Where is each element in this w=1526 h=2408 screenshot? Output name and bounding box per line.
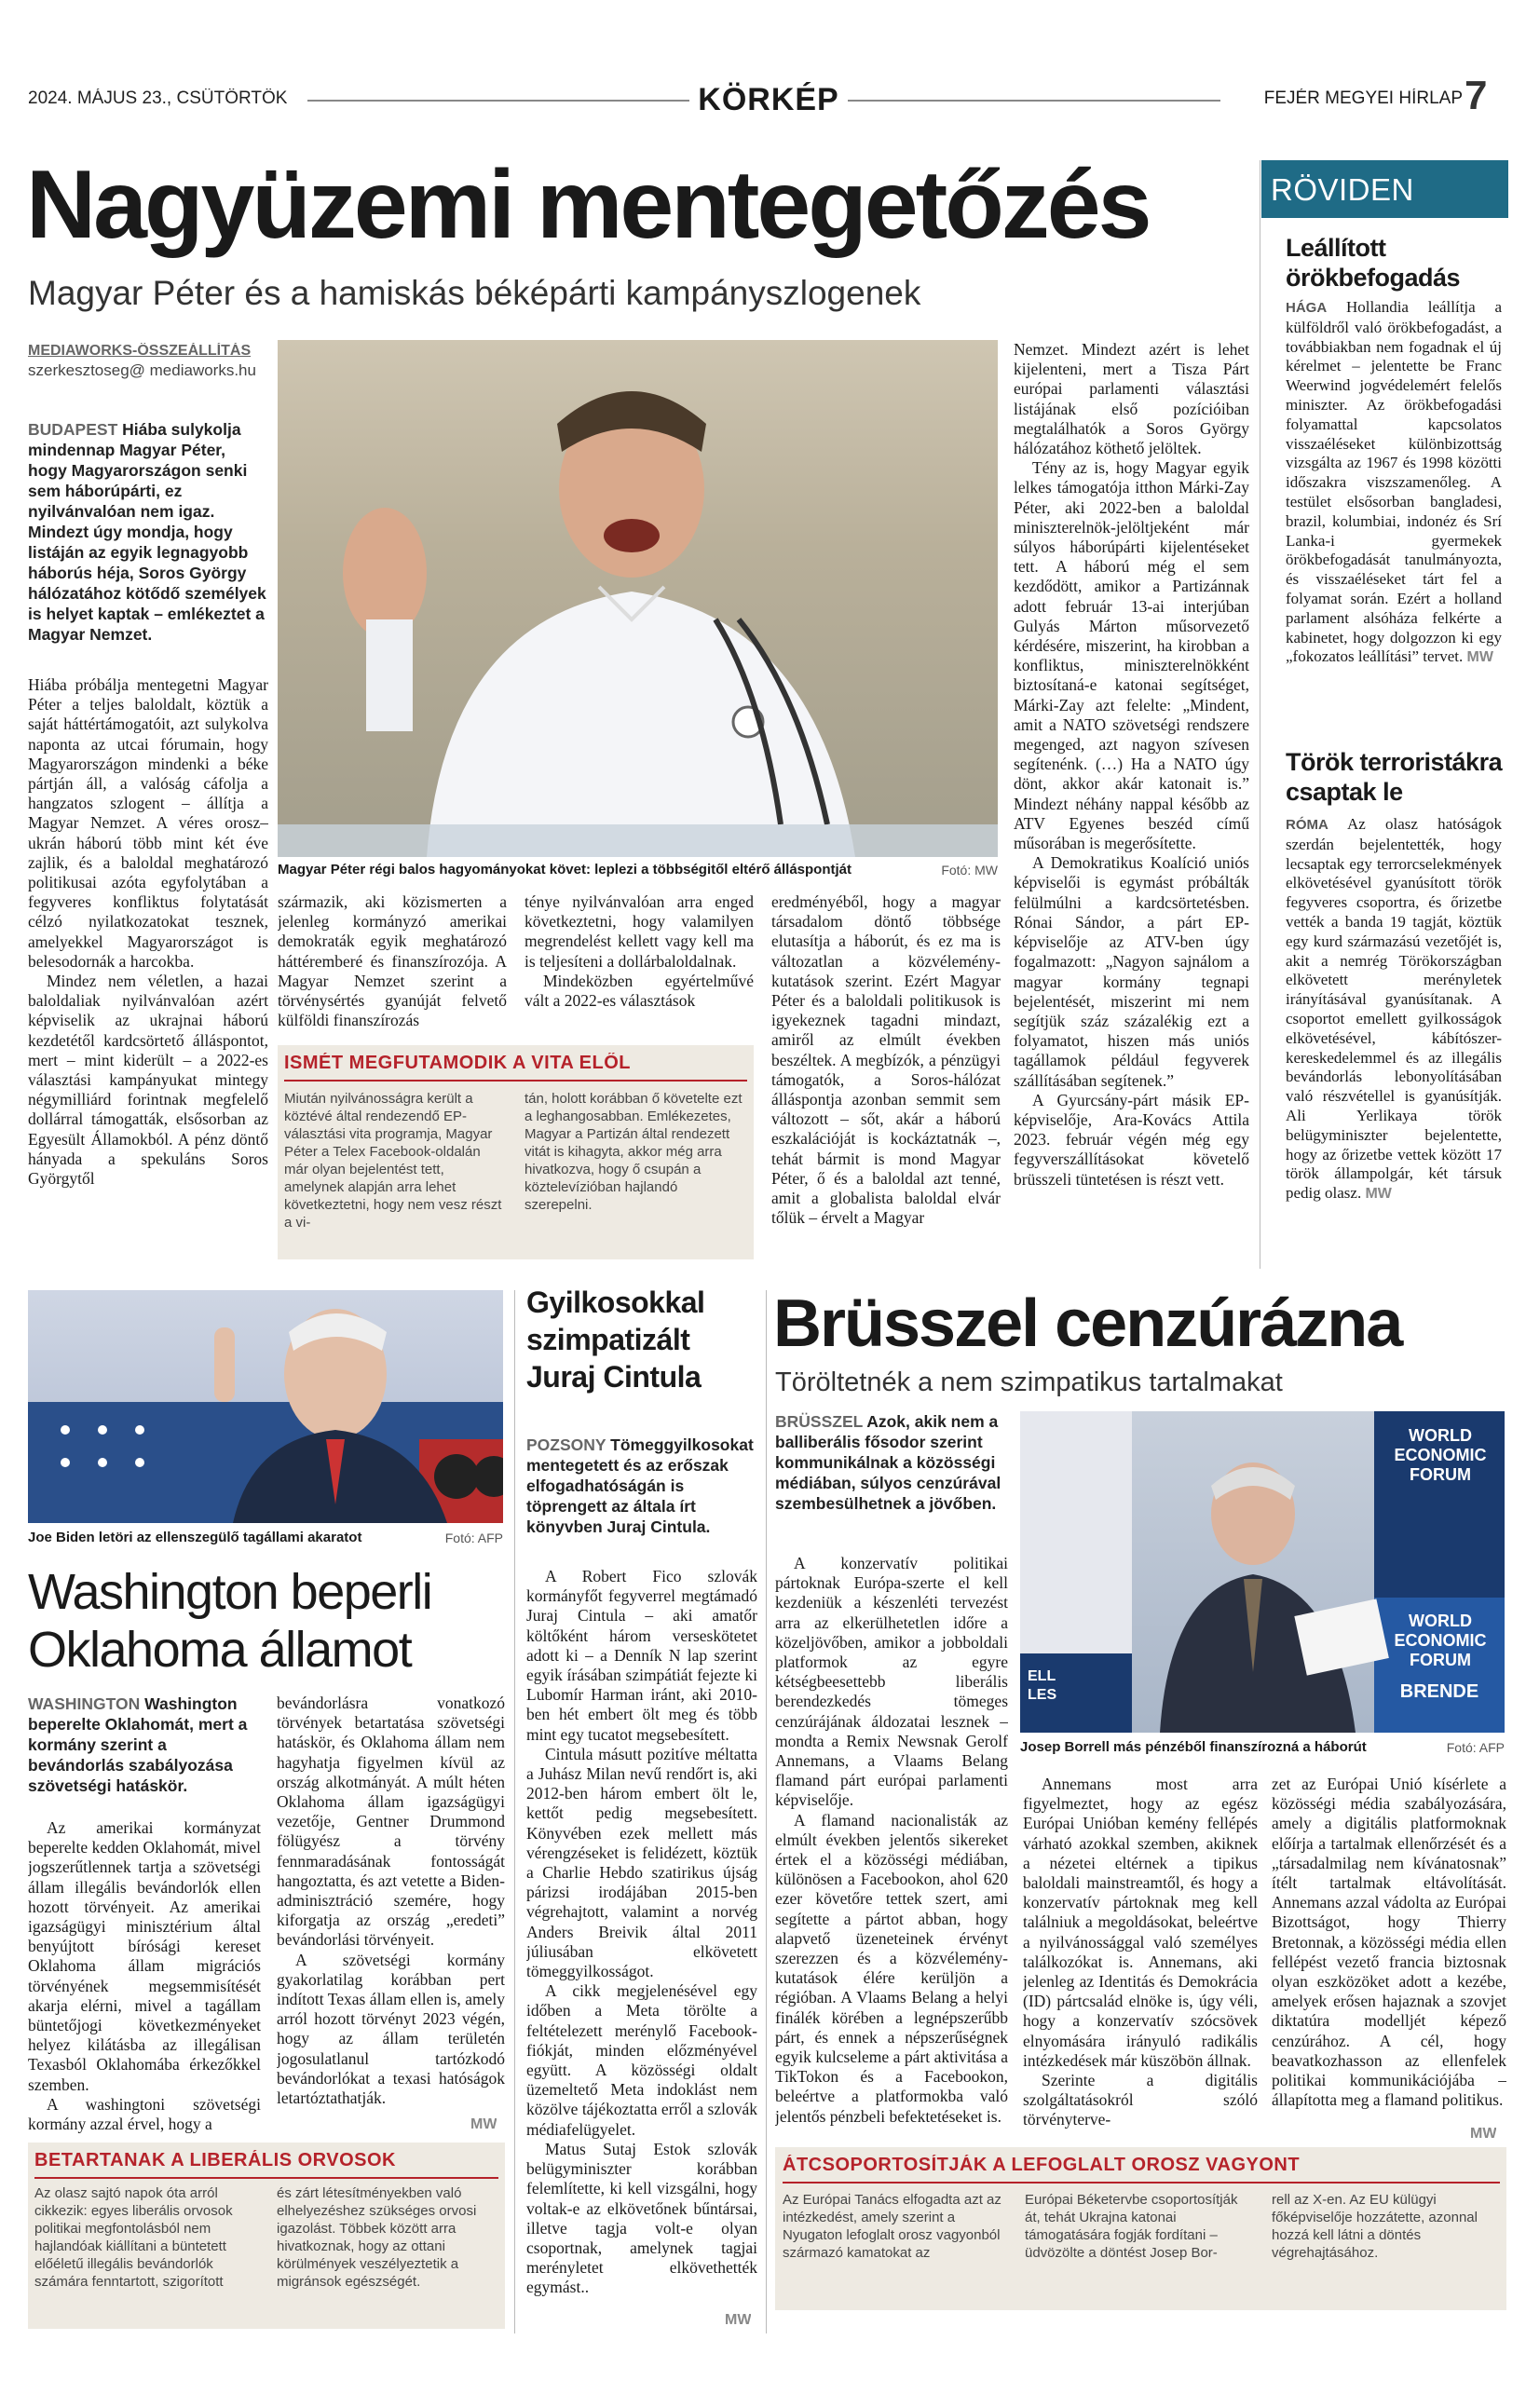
wash-box-title: BETARTANAK A LIBERÁLIS ORVOSOK [34, 2150, 396, 2170]
cintula-lead-city: POZSONY [526, 1435, 606, 1454]
cintula-mw: MW [725, 2312, 752, 2328]
main-photo-caption: Magyar Péter régi balos hagyományokat követ: leplezi a többségitől eltérő álláspontját [278, 862, 852, 877]
main-subheadline: Magyar Péter és a hamiskás béképárti kampányszlogenek [28, 274, 921, 312]
brussels-box-rule [783, 2182, 1500, 2184]
biden-figure-icon [28, 1290, 503, 1523]
header-date: 2024. MÁJUS 23., CSÜTÖRTÖK [28, 88, 288, 108]
borrell-photo [1020, 1411, 1505, 1733]
main-col1-p2: Mindez nem véletlen, a hazai baloldaliak nyilvánvalóan azért képviselik az ukrajnai háború kezdetétől kardcsörtető álláspontot, mert – mint kiderült – a 2022-es választási kampányukat mintegy négymilliárd forintnak megfelelő dollárral támogatták, elsősorban az Egyesült Államokból. A pénz döntő hányada a spekuláns Soros Györgytől [28, 972, 268, 1189]
wef-sign-top: WORLD ECONOMIC FORUM [1394, 1426, 1487, 1484]
brussels-box-col1: Az Európai Tanács elfogadta azt az intézkedést, amely szerint a Nyugaton lefoglalt orosz vagyonból származó kamatokat az [783, 2192, 1001, 2261]
borrell-photo-credit: Fotó: AFP [1446, 1740, 1505, 1755]
biden-photo-credit: Fotó: AFP [444, 1531, 503, 1545]
main-col3-p1: ténye nyilvánvalóan arra enged következtetni, hogy valamilyen megrendelést kellett vagy kell ma is teljesíteni a dollárbaloldalnak. [525, 892, 754, 971]
rovid-a1-city: HÁGA [1286, 300, 1328, 316]
brussels-headline: Brüsszel cenzúrázna [773, 1286, 1402, 1361]
cintula-lead-text: Tömeggyilkosokat mentegetett és az erőszak elfogadhatóságán is töprengett az általa írt könyvben Juraj Cintula. [526, 1435, 754, 1536]
brussels-col1-p2: A flamand nacionalisták az elmúlt években jelentős sikereket értek el a közösségi médiában, különösen a Facebookon, ahol 620 ezer követőre tettek szert, ami segítette a pártot abban, hogy alapvető üzeneteinek érvényt szerezzen és a közvélemény-kutatások élére kerüljön a régióban. A Vlaams Belang a helyi finálék körében a legnépszerűbb párt, és ennek a népszerűségnek egyik kulcseleme a párt aktivitása a TikTokon és a Facebookon, beleértve a platformokba való jelentős pénzbeli befektetéseket is. [775, 1810, 1008, 2126]
cintula-body [526, 1567, 757, 2323]
header-paper-name: FEJÉR MEGYEI HÍRLAP [1263, 88, 1463, 108]
main-lead [28, 419, 268, 661]
brussels-col1 [775, 1554, 1008, 2143]
wash-col2-p2: A szövetségi kormány gyakorlatilag korábban pert indított Texas állam ellen is, amely arról hozott törvényt 2023 végén, hogy az állam területén jogosulatlanul tartózkodó bevándorlókat a texasi hatóságok letartóztathatják. [277, 1950, 505, 2108]
biden-photo-caption: Joe Biden letöri az ellenszegülő tagállami akaratot [28, 1530, 362, 1545]
brussels-col3 [1272, 1775, 1506, 2143]
wash-box-rule [34, 2177, 498, 2179]
main-col5-p1: Nemzet. Mindezt azért is lehet kijelenteni, mert a Tisza Párt európai parlamenti választási listájának első pozícióiban megtalálhatók a Soros György hálózatához köthető jelöltek. [1014, 340, 1249, 458]
main-box-col2: tán, holott korábban ő követelte ezt a leghangosabban. Emlékezetes, Magyar a Partizán által rendezett vitát is kihagyta, akkor még arra hivatkozva, hogy ő csupán a köztelevízióban hajlandó szerepelni. [525, 1091, 743, 1213]
wash-lead-text: Washington beperelte Oklahomát, mert a kormány szerint a bevándorlás szabályozása szövetségi hatáskör. [28, 1694, 248, 1795]
cintula-lead [526, 1435, 757, 1556]
main-col5-p3: A Demokratikus Koalíció uniós képviselői is egymást próbálták felülmúlni a kardcsörtetésben. Rónai Sándor, a párt EP-képviselője az ATV-ben úgy fogalmazott: „Nagyon sajnálom a magyar kormány tegnapi bejelentését, miszerint mi nem segítjük száz százalékig ezt a folyamatot, hiszen más uniós tagállamok például fegyverek szállításában segítenek.” [1014, 853, 1249, 1090]
main-col2: származik, aki közismerten a jelenleg kormányzó amerikai demokraták egyik meghatározó háttéremberé és finanszírozója. A Magyar Nemzet szerint a törvénysértés gyanúját felvető külföldi finanszírozás [278, 892, 507, 1030]
wash-col1 [28, 1818, 261, 2140]
main-col3-p2: Mindeközben egyértelművé vált a 2022-es választások [525, 971, 754, 1011]
brussels-lead-text: Azok, akik nem a balliberális fősodor szerint kommunikálnak a közösségi médiában, súlyos cenzúrával szembesülhetnek a jövőben. [775, 1412, 1001, 1513]
wash-col1-p2: A washingtoni szövetségi kormány azzal érvel, hogy a [28, 2094, 261, 2134]
main-lead-city: BUDAPEST [28, 420, 118, 439]
brussels-box-col2: Európai Béketervbe csoportosítják át, tehát Ukrajna katonai támogatására fogják fordítani – üdvözölte a döntést Josep Bor- [1025, 2192, 1238, 2261]
wash-mw: MW [470, 2116, 497, 2132]
main-col5 [1014, 340, 1249, 1262]
rovid-a2-mw: MW [1365, 1186, 1392, 1203]
rovid-a1-text: Hollandia leállítja a külföldről való örökbefogadást, a továbbiakban nem fogadnak el új kérelmet – jelentette be Franc Weerwind jogvédelemért felelős miniszter. Az örökbefogadási folyamattal kapcsolatos visszaéléseket különbizottság vizsgálta az 1967 és 1998 közötti időszakra viszszamenőleg. A testület elsősorban bangladesi, brazil, kolumbiai, indonéz és Srí Lanka-i gyermekek örökbefogadását tanulmányozta, és visszaéléseket tárt fel a folyamat során. Ezért a holland parlament alsóháza felkérte a kabinetet, hogy dolgozzon ki egy „fokozatos leállítási” tervet. [1286, 298, 1502, 666]
brussels-subheadline: Töröltetnék a nem szimpatikus tartalmakat [775, 1367, 1283, 1397]
wash-box-col2: és zárt létesítményekben való elhelyezéshez szükséges orvosi igazolást. Többek között arra hivatkoznak, hogy az ottani körülmények veszélyeztetik a migránsok egészségét. [277, 2185, 477, 2290]
rovid-a2-title: Török terroristákra csaptak le [1286, 748, 1503, 806]
header-page-number: 7 [1465, 73, 1488, 118]
main-col1-p1: Hiába próbálja mentegetni Magyar Péter a teljes baloldalt, köztük a saját háttértámogatóit, azt sulykolva naponta az utcai fórumain, hogy Magyarországon mindenki a béke pártján áll, a valóság cáfolja a hangzatos szlogent – állítja a Magyar Nemzet. A véres orosz–ukrán háború több mint két éve zajlik, és a baloldal meghatározó politikusai azóta egyfolytában a fegyveres konfliktus folytatását célzó nyilatkozatokat tesznek, amelyekkel Magyarországot is belesodornák a harcokba. [28, 675, 268, 971]
brussels-col2 [1023, 1775, 1258, 2143]
wash-col2-p1: bevándorlásra vonatkozó törvények betartatása szövetségi hatáskör, és Oklahoma állam nem hagyhatja figyelmen kívül az ország alkotmányát. A múlt héten Oklahoma állam igazságügyi vezetője, Gentner Drummond fölügyész a törvény fennmaradásának fontosságát hangoztatta, és azt vetette a Biden-adminisztráció szemére, hogy kiforgatja az ország „eredeti” bevándorlási törvényeit. [277, 1694, 505, 1950]
main-photo-credit: Fotó: MW [941, 863, 998, 877]
wash-col2 [277, 1694, 505, 2136]
brussels-lead [775, 1411, 1008, 1542]
main-headline: Nagyüzemi mentegetőzés [26, 151, 1150, 259]
biden-photo [28, 1290, 503, 1523]
main-box-rule [284, 1080, 747, 1082]
brussels-col3-p1: zet az Európai Unió kísérlete a közösségi média szabályozására, amely a digitális platformoknak előírja a tartalmak ellenőrzését és a „társadalmilag nem kívánatosnak” ítélt tartalmak eltávolítását. Annemans azzal vádolta az Európai Bizottságot, hogy Thierry Bretonnak, a közösségi média ellen fellépést vezető francia biztosnak olyan eszközöket adott a kezébe, amelyek erősen hajaznak a szovjet diktatúra modelljét képező cenzúrához. A cél, hogy beavatkozhasson az ellenfelek politikai kommunikációjába – állapította meg a flamand politikus. [1272, 1775, 1506, 2110]
brussels-lead-city: BRÜSSZEL [775, 1412, 863, 1431]
cintula-p1: A Robert Fico szlovák kormányfőt fegyverrel megtámadó Juraj Cintula – aki amatőr költőként három verseskötetet adott ki – a Denník N lap szerint egyik írásában szimpátiát fejezte ki Lubomír Harman iránt, aki 2010-ben hét embert ölt meg és több mint egy tucatot megsebesített. [526, 1567, 757, 1744]
main-col5-p2: Tény az is, hogy Magyar egyik lelkes támogatója itthon Márki-Zay Péter, aki 2022-ben a baloldal miniszterelnök-jelöltjeként már súlyos háborúpárti kijelentéseket tett. A háború még el sem kezdődött, amikor a Partizánnak adott február 13-ai interjúban Gulyás Márton műsorvezető kérdésére, miszerint, ha kirobban a konfliktus, miniszterelnökként biztosítaná-e katonai segítséget, Márki-Zay azt felelte: „Mindent, amit a NATO szövetségi rendszere megenged, azt nagyon szívesen segítenénk. (…) Ha a NATO úgy dönt, akkor akár katonait is.” Mindezt néhány nappal később az ATV Egyenes beszéd című műsorában is megerősítette. [1014, 458, 1249, 853]
header-rule-left [307, 100, 689, 102]
rovid-a1-title: Leállított örökbefogadás [1286, 234, 1461, 292]
borrell-photo-caption: Josep Borrell más pénzéből finanszírozná a háborút [1020, 1739, 1367, 1755]
main-col3 [525, 892, 754, 1041]
wash-box-col1: Az olasz sajtó napok óta arról cikkezik: egyes liberális orvosok politikai megfontolásból nem hajlandóak kiállítani a büntetett előéletű illegális bevándorlók számára fenntartott, szigorított [34, 2185, 233, 2290]
brende-sign: BRENDE [1399, 1681, 1479, 1702]
cintula-headline: Gyilkosokkal szimpatizált Juraj Cintula [526, 1286, 705, 1394]
main-lead-text: Hiába sulykolja mindennap Magyar Péter, hogy Magyarországon senki sem háborúpárti, ez nyilvánvalóan nem igaz. Mindezt úgy mondja, hogy listáján az egyik legnagyobb háborús héja, Soros György hálózatához kötődő személyek is helyet kaptak – emlékeztet a Magyar Nemzet. [28, 420, 266, 644]
col-divider-2 [766, 1290, 767, 2333]
main-byline: MEDIAWORKS-ÖSSZEÁLLÍTÁS [28, 343, 252, 359]
cintula-p4: Matus Sutaj Estok szlovák belügyminiszter korábban felemlítette, ki kell vizsgálni, hogy voltak-e az elkövetőnek bűntársai, illetve tagja volt-e olyan csoportnak, amelynek tagjai merényletet elkövethették egymást.. [526, 2139, 757, 2297]
wef-sign-bottom: WORLD ECONOMIC FORUM [1394, 1612, 1487, 1669]
main-col1 [28, 675, 268, 1245]
rovid-label: RÖVIDEN [1271, 172, 1414, 207]
wash-lead-city: WASHINGTON [28, 1694, 141, 1713]
rovid-a1-body [1286, 298, 1502, 741]
wash-headline: Washington beperli Oklahoma államot [28, 1564, 432, 1678]
rovid-a2-city: RÓMA [1286, 817, 1328, 833]
brussels-col2-p1: Annemans most arra figyelmeztet, hogy az egész Európai Unióban kemény fellépés várható azokkal szemben, akiknek a nézetei eltérnek a tipikus baloldali mainstreamtől, és hogy a konzervatív pártoknak meg kell találniuk a megoldásokat, beleértve a nyilvánossággal való személyes találkozókat is. Annemans, aki jelenleg az Identitás és Demokrácia (ID) pártcsalád elnöke is, úgy véli, hogy a konzervatív szócsövek elnyomására irányuló radikális intézkedések már küszöbön állnak. [1023, 1775, 1258, 2070]
ell-sign: ELL LES [1028, 1668, 1057, 1703]
main-photo [278, 340, 998, 857]
col-divider-1 [514, 1290, 515, 2333]
rovid-a2-text: Az olasz hatóságok szerdán bejelentették, hogy lecsaptak egy terrorcselekmények elkövetésével gyanúsított török fegyveres csoportra, és őrizetbe vették a banda 19 tagját, köztük egy kurd származású vezetőjét is, akit a nemrég Törökországban elkövetett merényletek irányításával gyanúsítanak. A csoportot emellett gyilkosságok elkövetésével, kábítószer-kereskedelemmel és az illegális bevándorlás lebonyolításában való részvétellel is gyanúsítják. Ali Yerlikaya török belügyminiszter bejelentette, hogy az őrizetbe vettek között 17 török állampolgár, két társuk pedig olasz. [1286, 815, 1502, 1203]
brussels-mw: MW [1470, 2126, 1497, 2142]
main-box-col1: Miután nyilvánosságra került a köztévé által rendezendő EP-választási vita programja, Magyar Péter a Telex Facebook-oldalán már olyan bejelentést tett, amelynek alapján arra lehet következtetni, hogy nem vesz részt a vi- [284, 1091, 502, 1231]
cintula-p2: Cintula másutt pozitíve méltatta a Juhász Milan nevű rendőrt is, aki 2012-ben három embert ölt le, kettőt pedig megsebesített. Könyvében ezek mellett más vérengzéseket is felidézett, köztük a Charlie Hebdo szatirikus újság párizsi irodájában 2015-ben végrehajtott, valamint a norvég Anders Breivik által 2011 júliusában elkövetett tömeggyilkosságot. [526, 1744, 757, 1981]
header-section: KÖRKÉP [698, 82, 839, 117]
rovid-a1-mw: MW [1466, 649, 1493, 666]
cintula-p3: A cikk megjelenésével egy időben a Meta törölte a feltételezett merénylő Facebook-fiókját, minden előzményével együtt. A közösségi oldalt üzemeltető Meta indoklást nem közölve tájékoztatta erről a szlovák médiafelügyelet. [526, 1981, 757, 2139]
main-col5-p4: A Gyurcsány-párt másik EP-képviselője, Ara-Kovács Attila 2023. február végén még egy fegyverszállításokat követelő brüsszeli tüntetésen is részt vett. [1014, 1090, 1249, 1189]
main-box-title: ISMÉT MEGFUTAMODIK A VITA ELŐL [284, 1053, 632, 1073]
brussels-col2-p2: Szerinte a digitális szolgáltatásokról szóló törvényterve- [1023, 2071, 1258, 2129]
main-email: szerkesztoseg@ mediaworks.hu [28, 361, 256, 379]
speaker-figure-icon [278, 340, 998, 857]
wash-lead [28, 1694, 261, 1805]
brussels-box-col3: rell az X-en. Az EU külügyi főképviselője hozzátette, azonnal hozzá kell látni a döntés végrehajtásához. [1272, 2192, 1478, 2261]
wash-col1-p1: Az amerikai kormányzat beperelte kedden Oklahomát, mivel jogszerűtlennek tartja a szövetségi állam illegális bevándorlók ellen hozott törvényeit. Az amerikai igazságügyi minisztérium által benyújtott bírósági kereset Oklahoma állam migrációs törvényének megsemmisítését akarja elérni, mivel a tagállam büntetőjogi következményeket helyez kilátásba az illegálisan Texasból Oklahomába érkezőkkel szemben. [28, 1818, 261, 2094]
brussels-col1-p1: A konzervatív politikai pártoknak Európa-szerte el kell kezdeniük a készenléti tervezést arra az elkerülhetetlen időre a közeljövőben, amikor a jobboldali platformok az egyre kétségbeesettebb liberális berendezkedés tömeges cenzúrájának áldozatai lesznek – mondta a Remix Newsnak Gerolf Annemans, a Vlaams Belang flamand párt európai parlamenti képviselője. [775, 1554, 1008, 1810]
header-rule-right [848, 100, 1220, 102]
main-col4: eredményéből, hogy a magyar társadalom döntő többsége elutasítja a háborút, és ez ma is változatlan a közvélemény-kutatások szerint. Ezért Magyar Péter és a baloldali politikusok is igyekeznek tagadni mindazt, amiről az elmúlt években beszéltek. A megbízók, a pénzügyi támogatók, a Soros-hálózat álláspontja azonban semmit sem változott – sőt, akár a háború eszkalációját is kockáztatnák –, tehát bármit is mond Magyar Péter, ő és a baloldal azt tenné, amit a globalista baloldal elvár tőlük – érvelt a Magyar [771, 892, 1001, 1228]
brussels-box-title: ÁTCSOPORTOSÍTJÁK A LEFOGLALT OROSZ VAGYONT [783, 2155, 1301, 2175]
rovid-a2-body [1286, 815, 1502, 1262]
